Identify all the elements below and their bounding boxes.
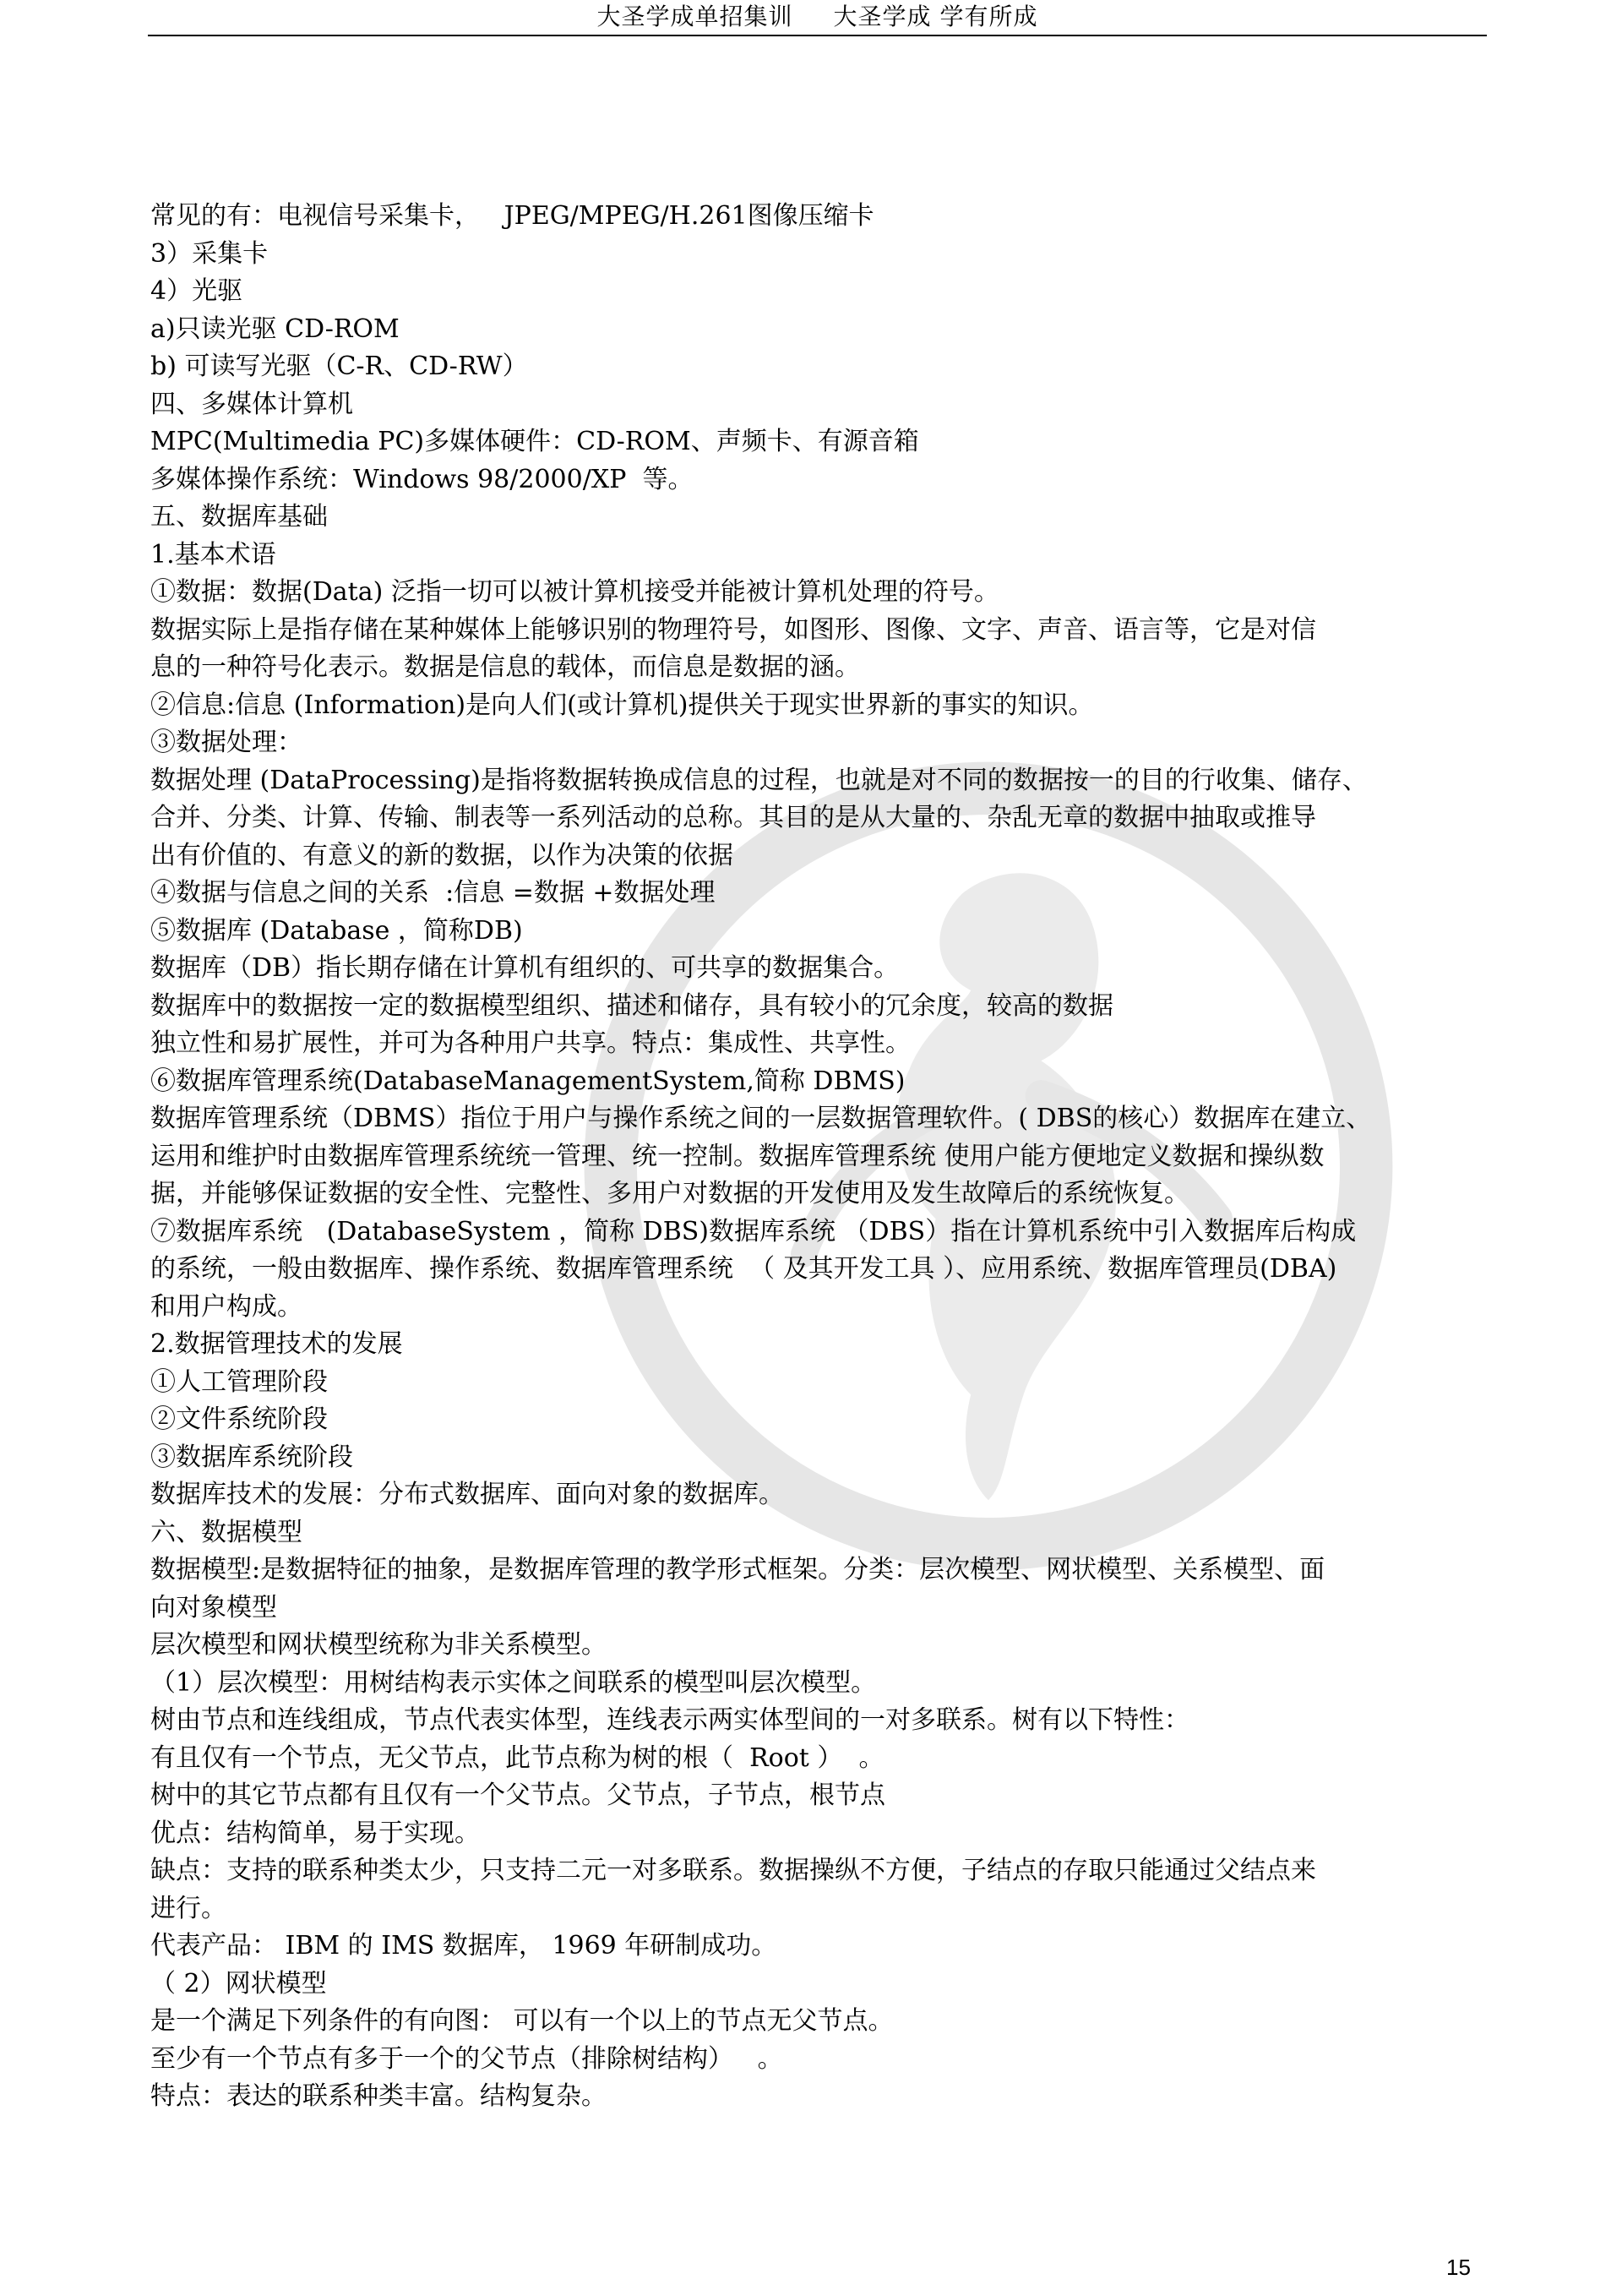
text-line: ⑦数据库系统 (DatabaseSystem ，简称 DBS)数据库系统 （DBS）指在计算机系统中引入数据库后构成 xyxy=(150,1216,1357,1246)
text-line: 1.基本术语 xyxy=(150,539,276,570)
text-line: 特点：表达的联系种类丰富。结构复杂。 xyxy=(150,2081,607,2111)
text-line: （ 2）网状模型 xyxy=(150,1968,327,1999)
header-right-text: 大圣学成 学有所成 xyxy=(833,3,1038,30)
text-line: 代表产品： IBM 的 IMS 数据库， 1969 年研制成功。 xyxy=(150,1931,777,1961)
text-line: ③数据处理： xyxy=(150,728,302,757)
text-line: 息的一种符号化表示。数据是信息的载体，而信息是数据的涵。 xyxy=(150,652,860,682)
text-line: 数据库中的数据按一定的数据模型组织、描述和储存，具有较小的冗余度，较高的数据 xyxy=(150,990,1113,1021)
text-line: ⑥数据库管理系统(DatabaseManagementSystem,简称 DBMS) xyxy=(150,1066,906,1096)
text-line: 层次模型和网状模型统称为非关系模型。 xyxy=(150,1630,607,1660)
text-line: ①人工管理阶段 xyxy=(150,1366,328,1397)
text-line: 的系统，一般由数据库、操作系统、数据库管理系统 （ 及其开发工具 ）、应用系统、数据库管理员(DBA) xyxy=(150,1254,1337,1284)
text-line: ②文件系统阶段 xyxy=(150,1404,328,1434)
text-line: 数据库技术的发展：分布式数据库、面向对象的数据库。 xyxy=(150,1480,784,1509)
document-body xyxy=(150,198,1494,2116)
text-line: 多媒体操作系统：Windows 98/2000/XP 等。 xyxy=(150,464,694,494)
text-line: ②信息:信息 (Information)是向人们(或计算机)提供关于现实世界新的事实的知识。 xyxy=(150,690,1094,720)
page-number: 15 xyxy=(1446,2255,1471,2280)
text-line: 进行。 xyxy=(150,1893,226,1923)
text-line: b) 可读写光驱（C-R、CD-RW） xyxy=(150,352,528,381)
text-line: 数据实际上是指存储在某种媒体上能够识别的物理符号，如图形、图像、文字、声音、语言等，它是对信 xyxy=(150,614,1316,645)
text-line: 数据库（DB）指长期存储在计算机有组织的、可共享的数据集合。 xyxy=(150,953,900,983)
text-line: 树中的其它节点都有且仅有一个父节点。父节点，子节点，根节点 xyxy=(150,1781,885,1810)
text-line: 数据处理 (DataProcessing)是指将数据转换成信息的过程，也就是对不同的数据按一的目的行收集、储存、 xyxy=(150,765,1368,795)
text-line: 据，并能够保证数据的安全性、完整性、多用户对数据的开发使用及发生故障后的系统恢复。 xyxy=(150,1179,1189,1208)
text-line: 3）采集卡 xyxy=(150,238,269,269)
text-line: 数据模型:是数据特征的抽象，是数据库管理的教学形式框架。分类：层次模型、网状模型、关系模型、面 xyxy=(150,1555,1325,1584)
text-line: 四、多媒体计算机 xyxy=(150,389,353,419)
text-line: ③数据库系统阶段 xyxy=(150,1442,353,1472)
text-line: 树由节点和连线组成，节点代表实体型，连线表示两实体型间的一对多联系。树有以下特性： xyxy=(150,1705,1189,1735)
text-line: 缺点：支持的联系种类太少，只支持二元一对多联系。数据操纵不方便，子结点的存取只能通过父结点来 xyxy=(150,1856,1316,1885)
text-line: 数据库管理系统（DBMS）指位于用户与操作系统之间的一层数据管理软件。( DBS的核心）数据库在建立、 xyxy=(150,1104,1372,1133)
text-line: 独立性和易扩展性，并可为各种用户共享。特点：集成性、共享性。 xyxy=(150,1028,911,1058)
text-line: 2.数据管理技术的发展 xyxy=(150,1329,403,1359)
text-line: 优点：结构简单，易于实现。 xyxy=(150,1818,480,1848)
text-line: 运用和维护时由数据库管理系统统一管理、统一控制。数据库管理系统 使用户能方便地定义数据和操纵数 xyxy=(150,1141,1325,1171)
text-line: 和用户构成。 xyxy=(150,1291,302,1322)
text-line: a)只读光驱 CD-ROM xyxy=(150,314,400,344)
text-line: 有且仅有一个节点，无父节点，此节点称为树的根（ Root ） 。 xyxy=(150,1742,884,1773)
text-line: 向对象模型 xyxy=(150,1592,277,1622)
text-line: 4）光驱 xyxy=(150,276,243,306)
text-line: 六、数据模型 xyxy=(150,1517,302,1547)
text-line: MPC(Multimedia PC)多媒体硬件：CD-ROM、声频卡、有源音箱 xyxy=(150,427,919,456)
text-line: 至少有一个节点有多于一个的父节点（排除树结构） 。 xyxy=(150,2043,783,2074)
text-line: 出有价值的、有意义的新的数据，以作为决策的依据 xyxy=(150,840,733,870)
text-line: （1）层次模型：用树结构表示实体之间联系的模型叫层次模型。 xyxy=(150,1667,877,1698)
text-line: 合并、分类、计算、传输、制表等一系列活动的总称。其目的是从大量的、杂乱无章的数据中抽取或推导 xyxy=(150,803,1316,832)
header-left-text: 大圣学成单招集训 xyxy=(596,3,793,30)
text-line: 是一个满足下列条件的有向图： 可以有一个以上的节点无父节点。 xyxy=(150,2006,894,2036)
text-line: 五、数据库基础 xyxy=(150,502,328,532)
text-line: ①数据：数据(Data) 泛指一切可以被计算机接受并能被计算机处理的符号。 xyxy=(150,577,999,607)
text-line: 常见的有：电视信号采集卡， JPEG/MPEG/H.261图像压缩卡 xyxy=(150,201,874,231)
text-line: ④数据与信息之间的关系 :信息 =数据 +数据处理 xyxy=(150,878,716,908)
page-header xyxy=(148,0,1487,36)
text-line: ⑤数据库 (Database ，简称DB) xyxy=(150,915,523,946)
